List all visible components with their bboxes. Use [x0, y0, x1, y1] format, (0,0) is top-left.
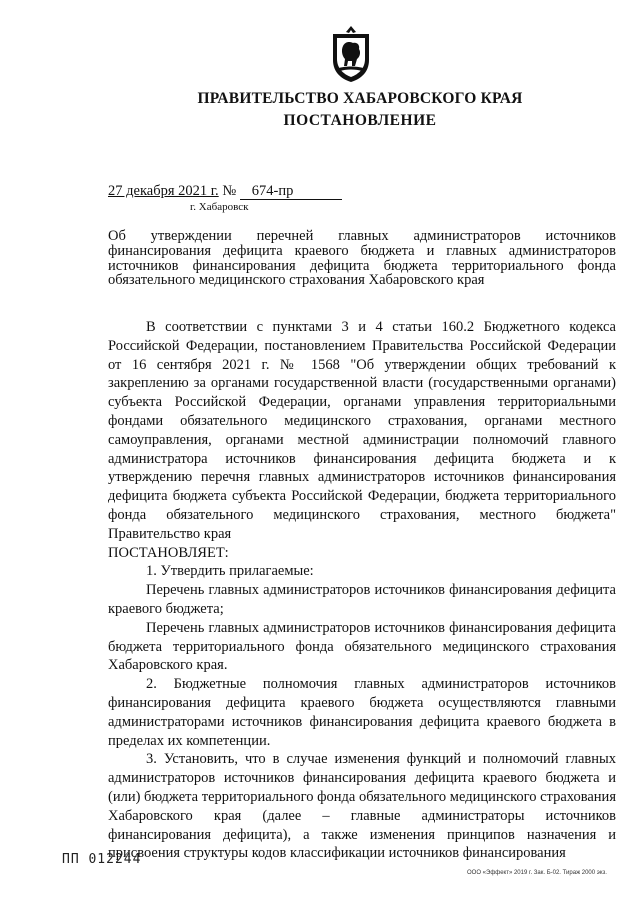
- document-body: [108, 318, 616, 863]
- coat-of-arms-icon: [329, 22, 373, 84]
- document-city: г. Хабаровск: [190, 201, 249, 213]
- item-3: 3. Установить, что в случае изменения функций и полномочий главных администраторов источников финансирования дефицита краевого бюджета и (или) бюджета территориального фонда обязательного медицинского страхования Хабаровского края (далее – главные администраторы источников финансирования дефицита), а также изменения принципов назначения и присвоения структуры кодов классификации источников финансирования: [108, 751, 616, 862]
- serial-code: ПП 012244: [62, 852, 142, 867]
- printer-info: ООО «Эффект» 2019 г. Зак. Б-02. Тираж 2000 экз.: [467, 870, 607, 876]
- date-number-line: [108, 183, 342, 200]
- document-date: 27 декабря 2021 г.: [108, 183, 219, 199]
- item-2: 2. Бюджетные полномочия главных администраторов источников финансирования дефицита краевого бюджета осуществляются главными администраторами источников финансирования дефицита краевого бюджета в пределах их компетенции.: [108, 676, 616, 749]
- preamble-paragraph: В соответствии с пунктами 3 и 4 статьи 160.2 Бюджетного кодекса Российской Федерации, постановлением Правительства Российской Федерации от 16 сентября 2021 г. № 1568 "Об утверждении общих требований к закреплению за органами государственной власти (государственными органами) субъекта Российской Федерации, органами управления территориальными фондами обязательного медицинского страхования, органами местного самоуправления, органами местной администрации полномочий главного администратора источников финансирования дефицита бюджета и к утверждению перечня главных администраторов источников финансирования дефицита бюджета субъекта Российской Федерации, бюджета территориального фонда обязательного медицинского страхования, местного бюджета" Правительство края: [108, 319, 616, 542]
- document-type-header: ПОСТАНОВЛЕНИЕ: [283, 112, 437, 129]
- government-header: ПРАВИТЕЛЬСТВО ХАБАРОВСКОГО КРАЯ: [197, 90, 523, 107]
- item-1-list-b: Перечень главных администраторов источников финансирования дефицита бюджета территориального фонда обязательного медицинского страхования Хабаровского края.: [108, 619, 616, 674]
- item-1: 1. Утвердить прилагаемые:: [146, 563, 314, 580]
- number-prefix: №: [222, 183, 237, 199]
- document-title: Об утверждении перечней главных администраторов источников финансирования дефицита краевого бюджета и главных администраторов источников финансирования дефицита бюджета территориального фонда обязательного медицинского страхования Хабаровского края: [108, 228, 616, 289]
- document-number: 674-пр: [240, 184, 342, 200]
- decree-word: ПОСТАНОВЛЯЕТ:: [108, 544, 229, 561]
- item-1-list-a: Перечень главных администраторов источников финансирования дефицита краевого бюджета;: [108, 582, 616, 617]
